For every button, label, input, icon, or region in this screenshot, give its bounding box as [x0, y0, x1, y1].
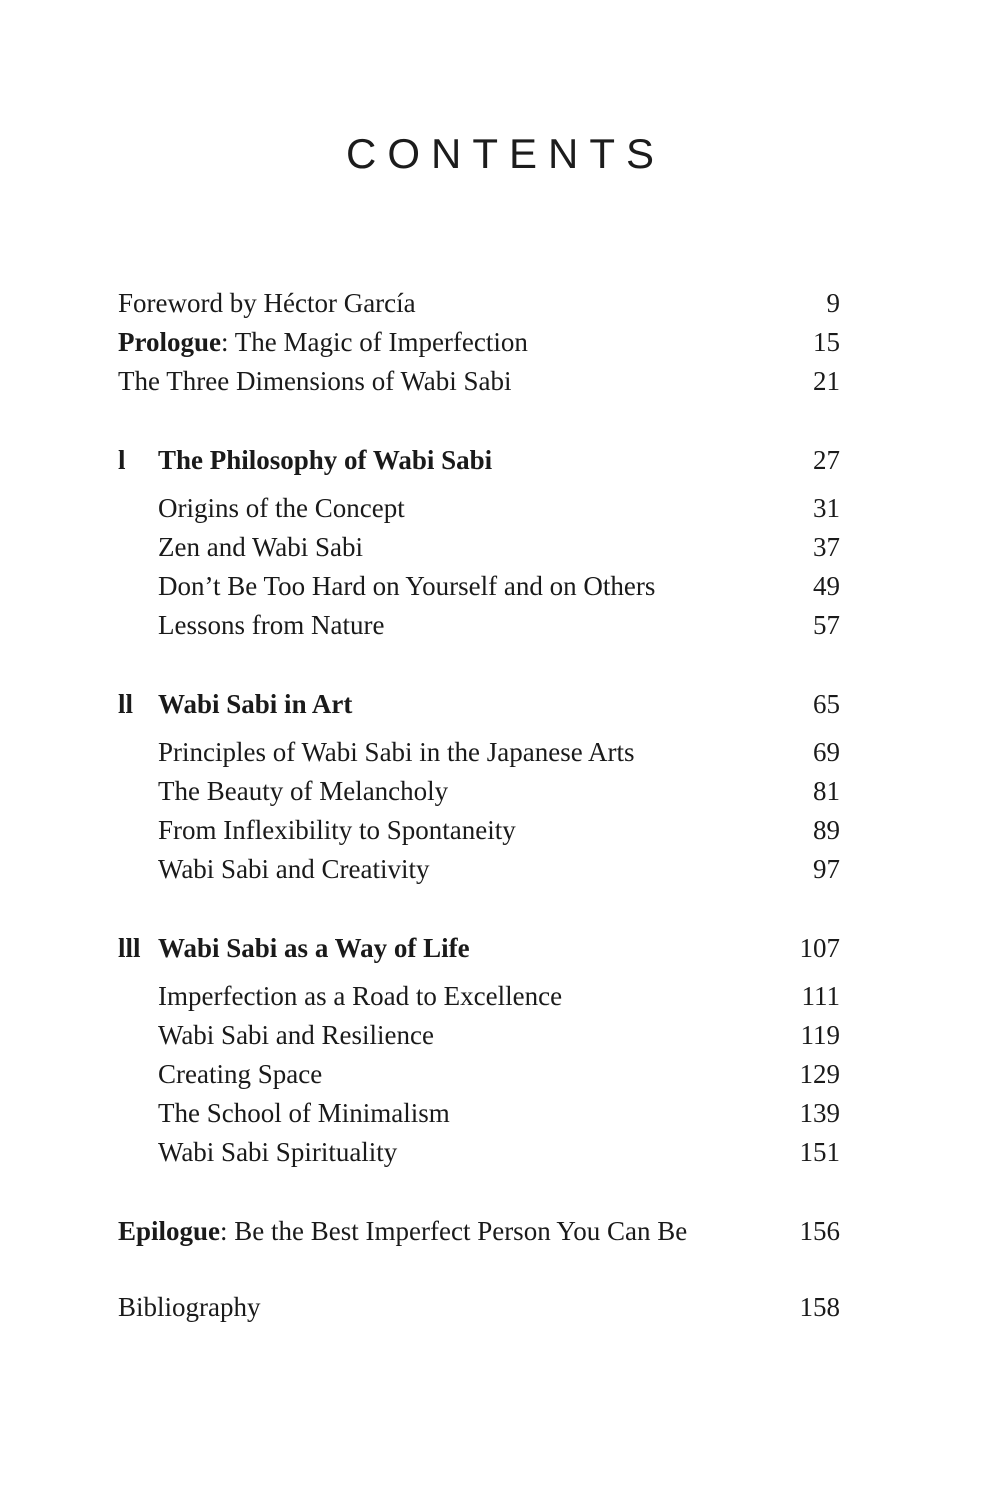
toc-entry-row: [118, 1016, 840, 1055]
toc-entry-row: [118, 284, 840, 323]
toc-entry-row: [118, 811, 840, 850]
page-number: 156: [799, 1216, 840, 1246]
entry-text: The Beauty of Melancholy: [158, 776, 449, 806]
entry-label: [118, 362, 776, 401]
entry-text: Foreword by Héctor García: [118, 288, 416, 318]
table-of-contents: [0, 284, 1000, 1327]
entry-bold-prefix: Epilogue: [118, 1216, 221, 1246]
entry-label: [118, 1212, 776, 1251]
toc-entry-row: [118, 489, 840, 528]
toc-entry-row: [118, 977, 840, 1016]
section-numeral: l: [118, 445, 126, 475]
entry-text: Lessons from Nature: [158, 610, 385, 640]
toc-entry-row: [118, 606, 840, 645]
page-number: 151: [799, 1137, 840, 1167]
toc-entry-row: [118, 1094, 840, 1133]
entry-bold-prefix: Prologue: [118, 327, 221, 357]
page-number: 15: [813, 327, 840, 357]
toc-entry-row: [118, 1133, 840, 1172]
entry-text: The Three Dimensions of Wabi Sabi: [118, 366, 512, 396]
toc-entry-row: [118, 528, 840, 567]
entry-text: Wabi Sabi and Resilience: [158, 1020, 434, 1050]
entry-text: Wabi Sabi and Creativity: [158, 854, 430, 884]
page-number: 97: [813, 854, 840, 884]
toc-entry-row: [118, 1055, 840, 1094]
toc-entry-row: [118, 323, 840, 362]
toc-entry-row: [118, 362, 840, 401]
page-number: 69: [813, 737, 840, 767]
entry-text: Creating Space: [158, 1059, 323, 1089]
page-number: 37: [813, 532, 840, 562]
page-number: 158: [799, 1292, 840, 1322]
entry-text: : The Magic of Imperfection: [221, 327, 528, 357]
section-title: Wabi Sabi as a Way of Life: [158, 933, 470, 963]
entry-text: Wabi Sabi Spirituality: [158, 1137, 398, 1167]
page-number: 111: [801, 981, 840, 1011]
page-title: CONTENTS: [346, 130, 665, 177]
section-numeral: ll: [118, 689, 134, 719]
entry-text: Origins of the Concept: [158, 493, 405, 523]
entry-label: [118, 284, 776, 323]
entry-text: Zen and Wabi Sabi: [158, 532, 364, 562]
toc-section-heading: [118, 685, 840, 724]
entry-text: From Inflexibility to Spontaneity: [158, 815, 516, 845]
page-number: 89: [813, 815, 840, 845]
section-title: Wabi Sabi in Art: [158, 689, 353, 719]
page-number: 107: [799, 933, 840, 963]
toc-section-heading: [118, 441, 840, 480]
page-number: 49: [813, 571, 840, 601]
toc-entry-row: [118, 1288, 840, 1327]
section-title: The Philosophy of Wabi Sabi: [158, 445, 493, 475]
entry-text: : Be the Best Imperfect Person You Can Be: [220, 1216, 688, 1246]
toc-entry-row: [118, 733, 840, 772]
page-number: 57: [813, 610, 840, 640]
toc-entry-row: [118, 567, 840, 606]
page-number: 9: [826, 288, 840, 318]
entry-text: Bibliography: [118, 1292, 261, 1322]
entry-text: Principles of Wabi Sabi in the Japanese Arts: [158, 737, 635, 767]
page-number: 81: [813, 776, 840, 806]
entry-text: Don’t Be Too Hard on Yourself and on Others: [158, 571, 656, 601]
entry-text: The School of Minimalism: [158, 1098, 450, 1128]
entry-label: [118, 323, 776, 362]
toc-entry-row: [118, 850, 840, 889]
entry-label: [118, 1288, 776, 1327]
page-number: 139: [799, 1098, 840, 1128]
entry-text: Imperfection as a Road to Excellence: [158, 981, 563, 1011]
page-number: 65: [813, 689, 840, 719]
page-number: 31: [813, 493, 840, 523]
page-number: 119: [800, 1020, 840, 1050]
page-number: 27: [813, 445, 840, 475]
page-number: 129: [799, 1059, 840, 1089]
section-numeral: lll: [118, 933, 141, 963]
toc-section-heading: [118, 929, 840, 968]
toc-entry-row: [118, 772, 840, 811]
toc-entry-row: [118, 1212, 840, 1251]
page-number: 21: [813, 366, 840, 396]
